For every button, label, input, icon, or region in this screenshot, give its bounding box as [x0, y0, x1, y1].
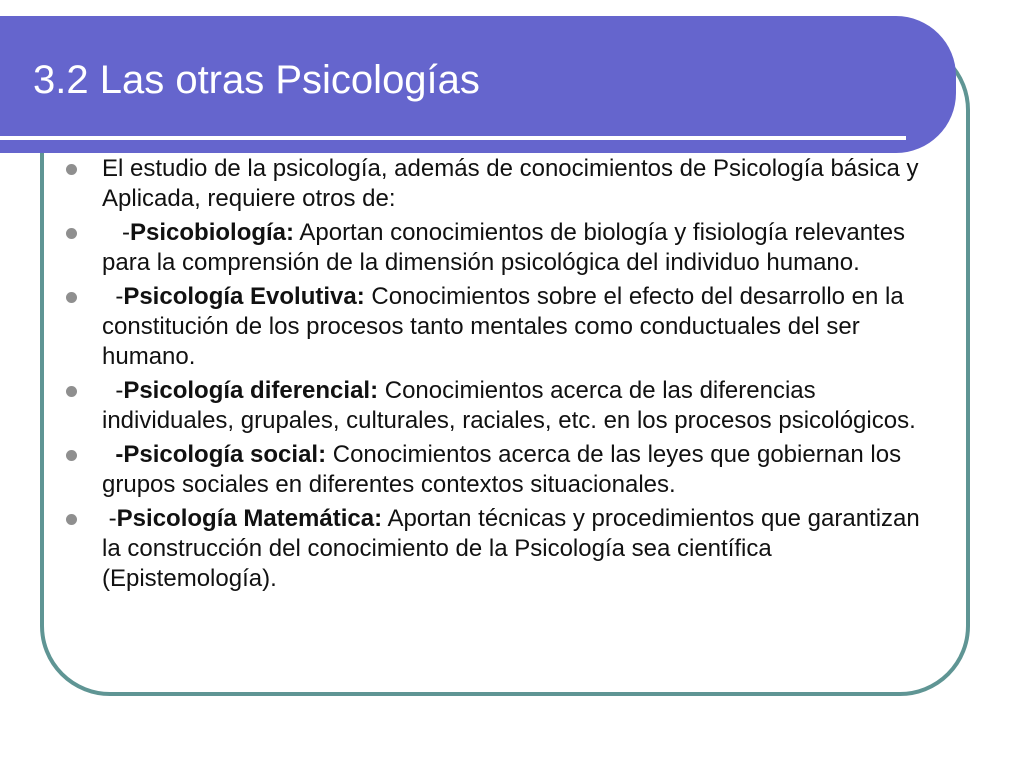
bullet-term: Psicología diferencial: [123, 377, 379, 404]
bullet-term: Psicobiología: [130, 219, 295, 246]
bullet-dot-icon [66, 514, 77, 525]
bullet-term: Psicología Matemática: [116, 505, 383, 532]
bullet-dot-icon [66, 164, 77, 175]
content-area [60, 154, 940, 598]
bullet-dot-icon [66, 228, 77, 239]
slide-title: 3.2 Las otras Psicologías [33, 58, 480, 102]
bullet-prefix: - [102, 219, 130, 246]
bullet-item [60, 282, 940, 372]
bullet-text: Conocimientos acerca de las leyes que gobiernan los grupos sociales en diferentes contextos situacionales. [102, 441, 902, 498]
bullet-item [60, 154, 940, 214]
bullet-prefix [102, 441, 115, 468]
bullet-item [60, 376, 940, 436]
bullet-term: -Psicología social: [115, 441, 327, 468]
bullet-dot-icon [66, 292, 77, 303]
bullet-text: Aportan conocimientos de biología y fisiología relevantes para la comprensión de la dimensión psicológica del individuo humano. [102, 219, 906, 276]
bullet-prefix: - [102, 283, 124, 310]
bullet-text: Aportan técnicas y procedimientos que garantizan la construcción del conocimiento de la Psicología sea científica (Epistemología). [102, 505, 920, 592]
bullet-list [60, 154, 940, 594]
bullet-item [60, 440, 940, 500]
bullet-dot-icon [66, 386, 77, 397]
bullet-prefix: - [102, 377, 124, 404]
bullet-item [60, 504, 940, 594]
bullet-text: El estudio de la psicología, además de conocimientos de Psicología básica y Aplicada, requiere otros de: [102, 155, 919, 212]
bullet-dot-icon [66, 450, 77, 461]
bullet-item [60, 218, 940, 278]
bullet-text: Conocimientos sobre el efecto del desarrollo en la constitución de los procesos tanto mentales como conductuales del ser humano. [102, 283, 904, 370]
bullet-text: Conocimientos acerca de las diferencias individuales, grupales, culturales, raciales, etc. en los procesos psicológicos. [102, 377, 916, 434]
bullet-prefix: - [102, 505, 117, 532]
bullet-term: Psicología Evolutiva: [123, 283, 365, 310]
